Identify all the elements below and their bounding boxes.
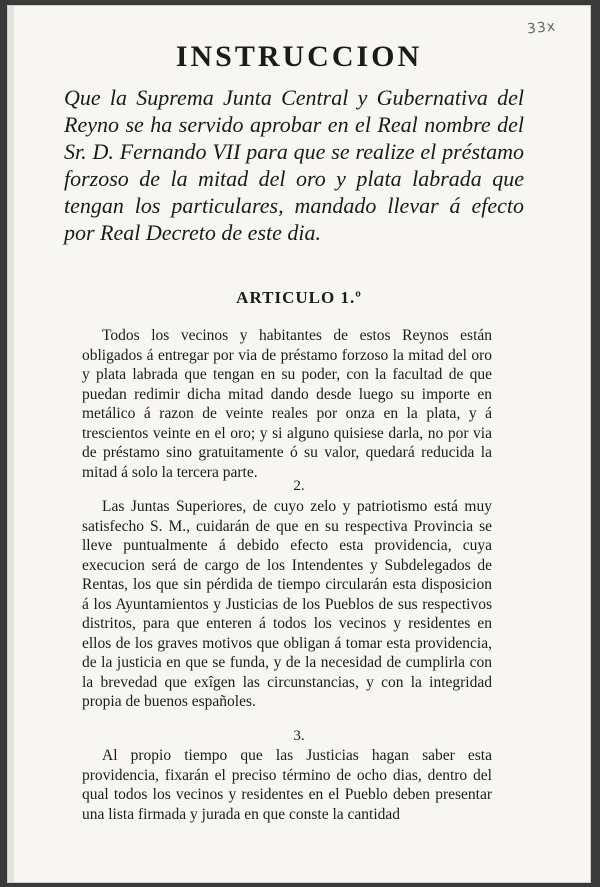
article-3-text: Al propio tiempo que las Justicias hagan saber esta providencia, fixarán el preciso término de ocho dias, dentro del qual todos los vecinos y residentes en el Pueblo deben presentar una lista firmada y jurada en que conste la cantidad (82, 747, 492, 823)
article-2-number: 2. (293, 478, 305, 494)
handwritten-annotation: 33x (526, 18, 557, 38)
article-2-text: Las Juntas Superiores, de cuyo zelo y patriotismo está muy satisfecho S. M., cuidarán de que en su respectiva Provincia se lleve puntualmente á debido efecto esta providencia, cuya execucion será de cargo de los Intendentes y Subdelegados de Rentas, los que sin pérdida de tiempo circularán esta disposicion á los Ayuntamientos y Justicias de los Pueblos de sus respectivos distritos, para que enteren á todos los vecinos y residentes en ellos de los graves motivos que obligan á tomar esta providencia, de la justicia en que se funda, y de la necesidad de cumplirla con la brevedad que exîgen las circunstancias, y con la integridad propia de buenos españoles. (82, 498, 492, 710)
document-title: INSTRUCCION (175, 40, 423, 73)
article-1-text: Todos los vecinos y habitantes de estos Reynos están obligados á entregar por via de préstamo forzoso la mitad del oro y plata labrada que tengan en su poder, con la facultad de que puedan redimir dicha mitad dando desde luego su importe en metálico á razon de veinte reales por onza en la plata, y á trescientos veinte en el oro; y si alguno quisiese darla, no por via de préstamo sino gratuitamente ó su valor, quedará reducida la mitad á solo la tercera parte. (82, 327, 492, 481)
document-subtitle: Que la Suprema Junta Central y Gubernativa del Reyno se ha servido aprobar en el Real nombre del Sr. D. Fernando VII para que se realize el préstamo forzoso de la mitad del oro y plata labrada que tengan los particulares, mandado llevar á efecto por Real Decreto de este dia. (64, 85, 524, 245)
article-heading: ARTICULO 1.º (236, 288, 362, 307)
article-3-number: 3. (293, 728, 305, 744)
document-page (8, 6, 590, 882)
page-edge (8, 6, 14, 882)
